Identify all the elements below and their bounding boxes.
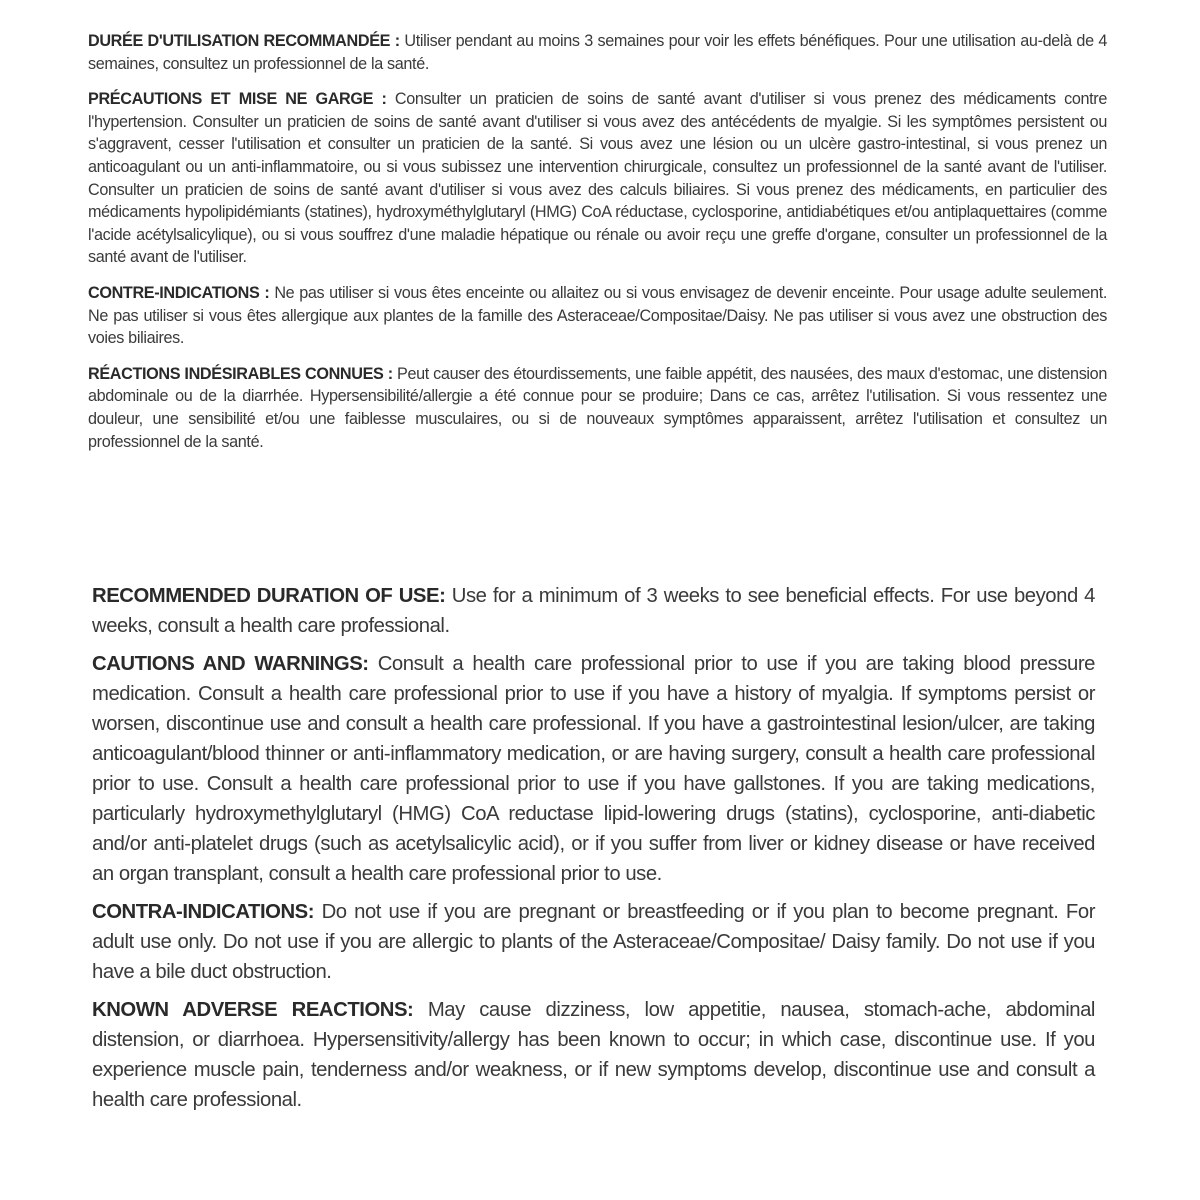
en-adverse-reactions-paragraph — [92, 995, 1095, 1115]
french-section — [88, 30, 1107, 466]
fr-cautions-paragraph — [88, 88, 1107, 269]
en-contraindications-paragraph — [92, 897, 1095, 987]
fr-cautions-heading: PRÉCAUTIONS ET MISE NE GARGE : — [88, 90, 387, 109]
en-contraindications-heading: CONTRA-INDICATIONS: — [92, 901, 315, 923]
en-cautions-text: Consult a health care professional prior to use if you are taking blood pressure medication. Consult a health care professional prior to use if you have a history of myalgia. If symptoms persist or worsen, discontinue use and consult a health care professional. If you have a gastrointestinal lesion/ulcer, are taking anticoagulant/blood thinner or anti-inflammatory medication, or are having surgery, consult a health care professional prior to use. Consult a health care professional prior to use if you have gallstones. If you are taking medications, particularly hydroxymethylglutaryl (HMG) CoA reductase lipid-lowering drugs (statins), cyclosporine, anti-diabetic and/or anti-platelet drugs (such as acetylsalicylic acid), or if you suffer from liver or kidney disease or have received an organ transplant, consult a health care professional prior to use. — [92, 653, 1095, 885]
fr-adverse-reactions-heading: RÉACTIONS INDÉSIRABLES CONNUES : — [88, 364, 393, 383]
fr-contraindications-text: Ne pas utiliser si vous êtes enceinte ou allaitez ou si vous envisagez de devenir enceinte. Pour usage adulte seulement. Ne pas utiliser si vous êtes allergique aux plantes de la famille des Asteraceae/Compositae/Daisy. Ne pas utiliser si vous avez une obstruction des voies biliaires. — [88, 283, 1107, 348]
en-contraindications-text: Do not use if you are pregnant or breastfeeding or if you plan to become pregnant. For adult use only. Do not use if you are allergic to plants of the Asteraceae/Compositae/ Daisy family. Do not use if you have a bile duct obstruction. — [92, 901, 1095, 983]
en-cautions-paragraph — [92, 649, 1095, 889]
english-section — [92, 581, 1095, 1123]
en-duration-paragraph — [92, 581, 1095, 641]
fr-duration-paragraph — [88, 30, 1107, 75]
fr-cautions-text: Consulter un praticien de soins de santé avant d'utiliser si vous prenez des médicaments contre l'hypertension. Consulter un praticien de soins de santé avant d'utiliser si vous avez des antécédents de myalgie. Si les symptômes persistent ou s'aggravent, cesser l'utilisation et consulter un praticien de la santé. Si vous avez une lésion ou un ulcère gastro-intestinal, si vous prenez un anticoagulant ou un anti-inflammatoire, ou si vous subissez une intervention chirurgicale, consultez un professionnel de la santé avant de l'utiliser. Consulter un praticien de soins de santé avant d'utiliser si vous avez des calculs biliaires. Si vous prenez des médicaments, en particulier des médicaments hypolipidémiants (statines), hydroxyméthylglutaryl (HMG) CoA réductase, cyclosporine, antidiabétiques et/ou antiplaquettaires (comme l'acide acétylsalicylique), ou si vous souffrez d'une maladie hépatique ou rénale ou avoir reçu une greffe d'organe, consulter un professionnel de la santé avant de l'utiliser. — [88, 90, 1107, 267]
en-adverse-reactions-text: May cause dizziness, low appetitie, nausea, stomach-ache, abdominal distension, or diarrhoea. Hypersensitivity/allergy has been known to occur; in which case, discontinue use. If you experience muscle pain, tenderness and/or weakness, or if new symptoms develop, discontinue use and consult a health care professional. — [92, 999, 1095, 1111]
en-adverse-reactions-heading: KNOWN ADVERSE REACTIONS: — [92, 999, 414, 1021]
fr-duration-heading: DURÉE D'UTILISATION RECOMMANDÉE : — [88, 32, 400, 50]
en-duration-text: Use for a minimum of 3 weeks to see beneficial effects. For use beyond 4 weeks, consult a health care professional. — [92, 585, 1095, 637]
fr-adverse-reactions-paragraph — [88, 363, 1107, 453]
fr-duration-text: Utiliser pendant au moins 3 semaines pour voir les effets bénéfiques. Pour une utilisation au-delà de 4 semaines, consultez un professionnel de la santé. — [88, 32, 1107, 73]
fr-contraindications-heading: CONTRE-INDICATIONS : — [88, 283, 270, 302]
fr-adverse-reactions-text: Peut causer des étourdissements, une faible appétit, des nausées, des maux d'estomac, une distension abdominale ou de la diarrhée. Hypersensibilité/allergie a été connue pour se produire; Dans ce cas, arrêtez l'utilisation. Si vous ressentez une douleur, une sensibilité et/ou une faiblesse musculaires, ou si de nouveaux symptômes apparaissent, arrêtez l'utilisation et consultez un professionnel de la santé. — [88, 364, 1107, 451]
en-cautions-heading: CAUTIONS AND WARNINGS: — [92, 653, 369, 675]
en-duration-heading: RECOMMENDED DURATION OF USE: — [92, 585, 446, 607]
fr-contraindications-paragraph — [88, 282, 1107, 350]
